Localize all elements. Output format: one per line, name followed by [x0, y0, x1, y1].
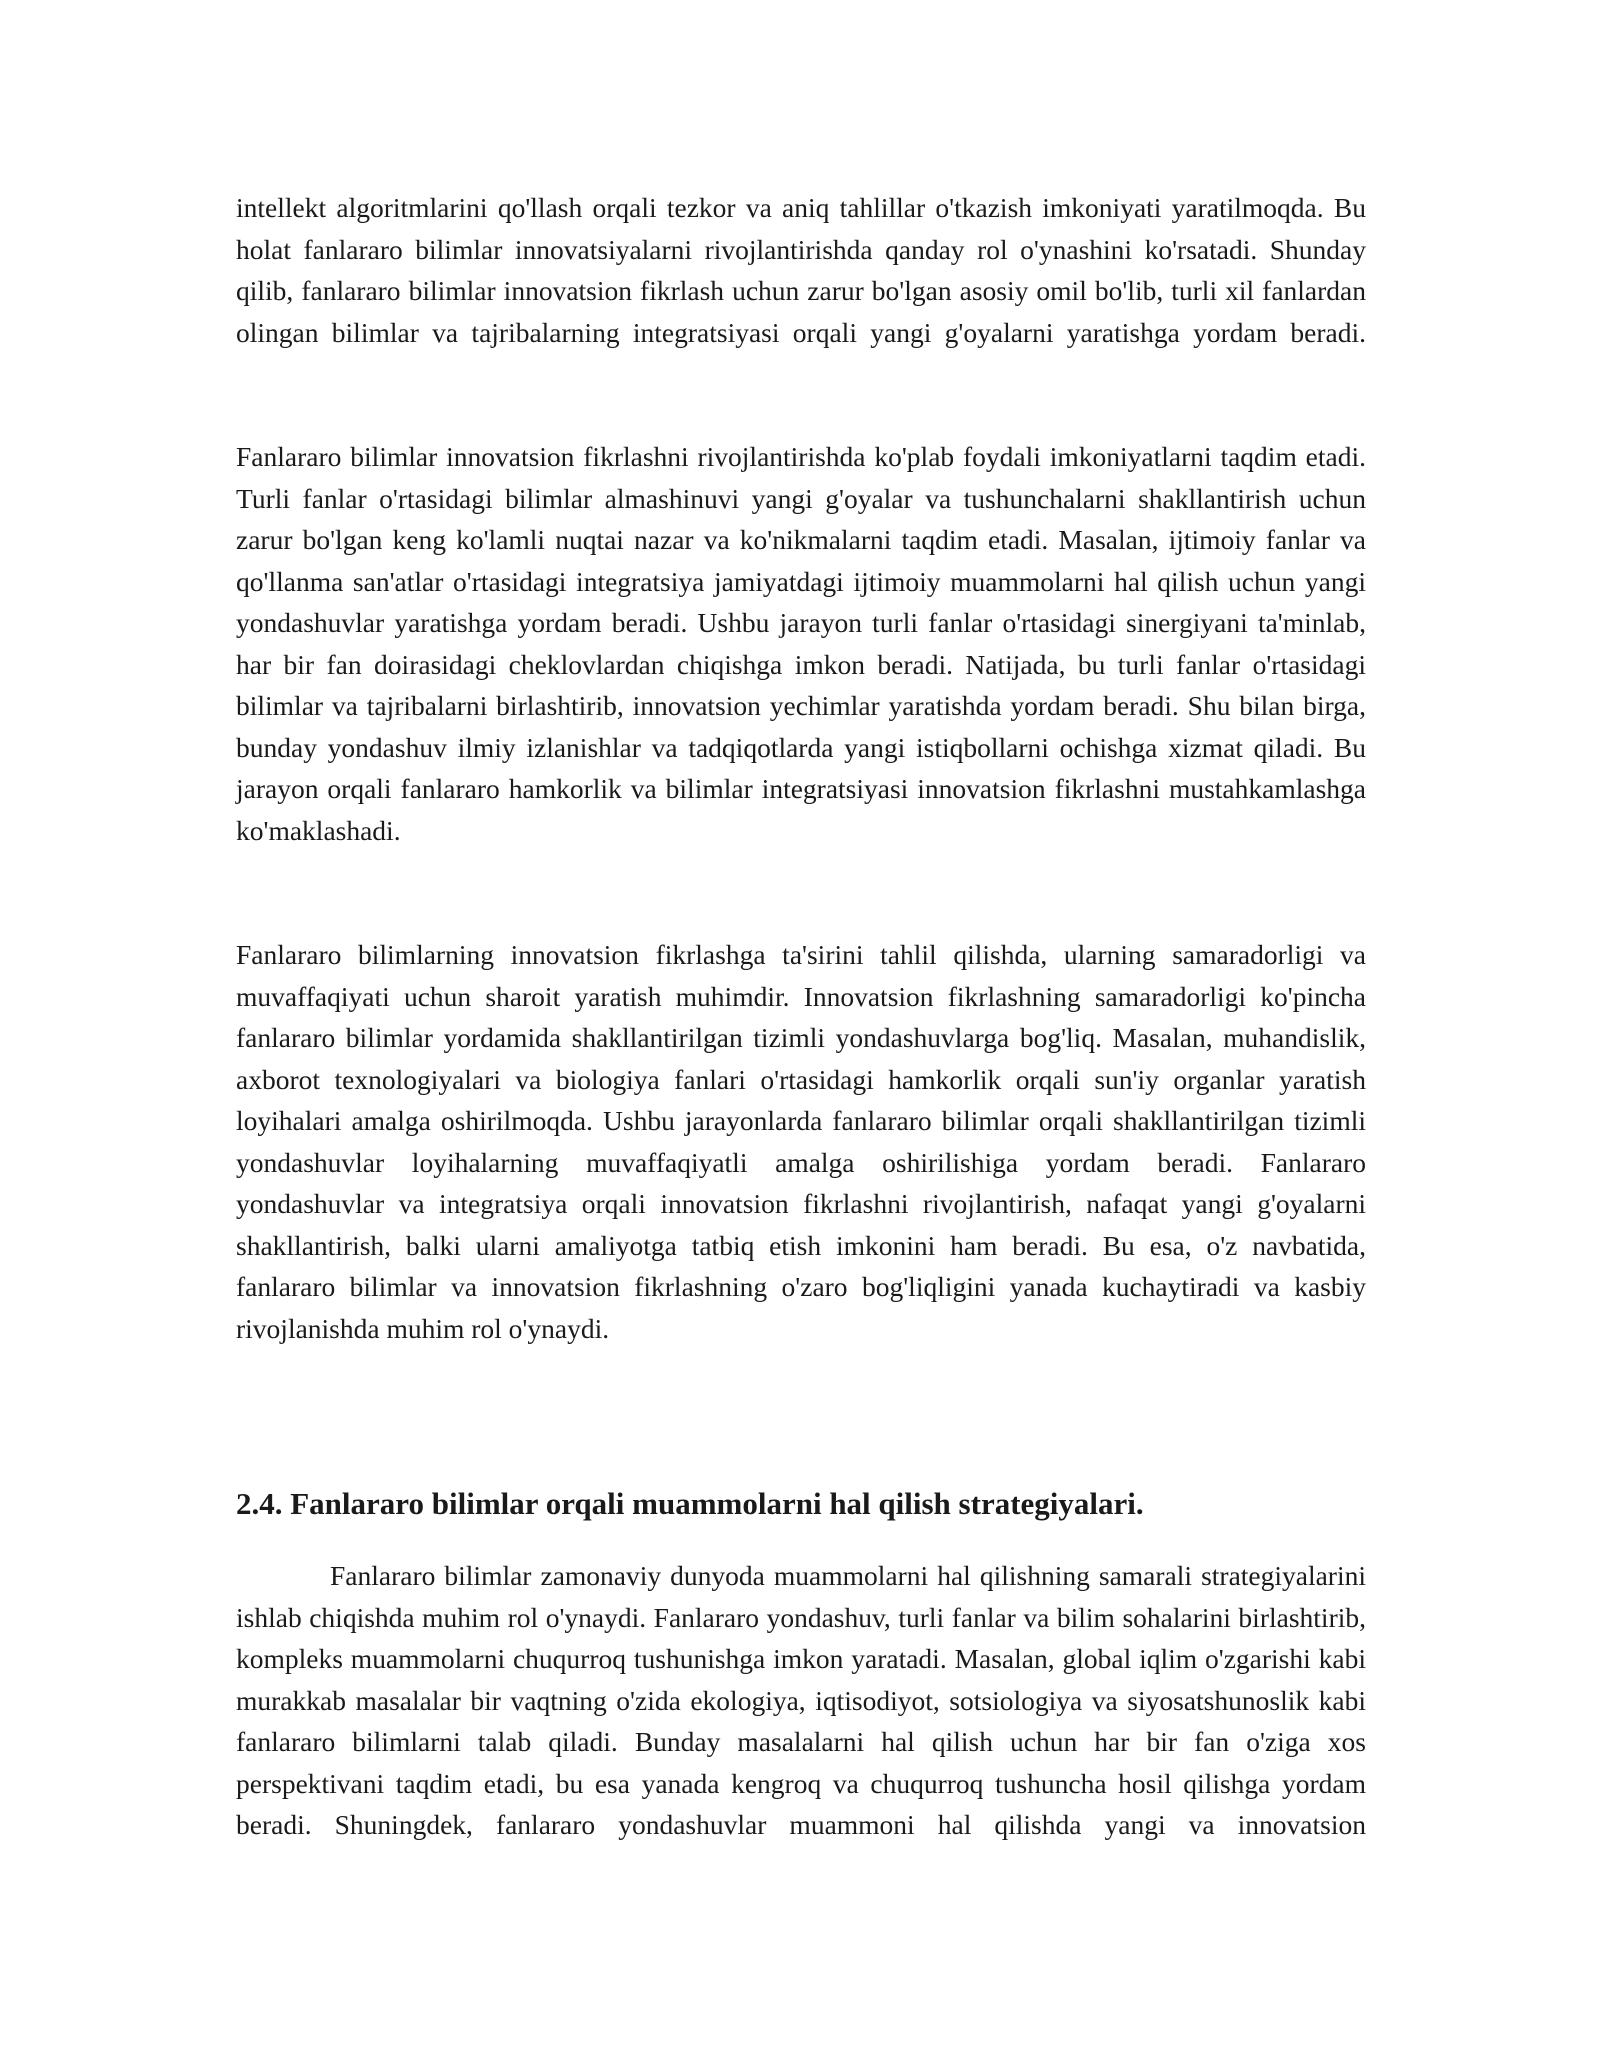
- body-paragraph: intellekt algoritmlarini qo'llash orqali tezkor va aniq tahlillar o'tkazish imkoniyati yaratilmoqda. Bu holat fanlararo bilimlar innovatsiyalarni rivojlantirishda qanday rol o'ynashini ko'rsatadi. Shunday qilib, fanlararo bilimlar innovatsion fikrlash uchun zarur bo'lgan asosiy omil bo'lib, turli xil fanlardan olingan bilimlar va tajribalarning integratsiyasi orqali yangi g'oyalarni yaratishga yordam beradi.: [236, 192, 1366, 348]
- body-paragraph: Fanlararo bilimlar innovatsion fikrlashni rivojlantirishda ko'plab foydali imkoniyatlarni taqdim etadi. Turli fanlar o'rtasidagi bilimlar almashinuvi yangi g'oyalar va tushunchalarni shakllantirish uchun zarur bo'lgan keng ko'lamli nuqtai nazar va ko'nikmalarni taqdim etadi. Masalan, ijtimoiy fanlar va qo'llanma san'atlar o'rtasidagi integratsiya jamiyatdagi ijtimoiy muammolarni hal qilish uchun yangi yondashuvlar yaratishga yordam beradi. Ushbu jarayon turli fanlar o'rtasidagi sinergiyani ta'minlab, har bir fan doirasidagi cheklovlardan chiqishga imkon beradi. Natijada, bu turli fanlar o'rtasidagi bilimlar va tajribalarni birlashtirib, innovatsion yechimlar yaratishda yordam beradi. Shu bilan birga, bunday yondashuv ilmiy izlanishlar va tadqiqotlarda yangi istiqbollarni ochishga xizmat qiladi. Bu jarayon orqali fanlararo hamkorlik va bilimlar integratsiyasi innovatsion fikrlashni mustahkamlashga ko'maklashadi.: [236, 441, 1366, 846]
- section-heading: 2.4. Fanlararo bilimlar orqali muammolarni hal qilish strategiyalari.: [236, 1486, 1144, 1521]
- body-paragraph: Fanlararo bilimlar zamonaviy dunyoda muammolarni hal qilishning samarali strategiyalarini ishlab chiqishda muhim rol o'ynaydi. Fanlararo yondashuv, turli fanlar va bilim sohalarini birlashtirib, kompleks muammolarni chuqurroq tushunishga imkon yaratadi. Masalan, global iqlim o'zgarishi kabi murakkab masalalar bir vaqtning o'zida ekologiya, iqtisodiyot, sotsiologiya va siyosatshunoslik kabi fanlararo bilimlarni talab qiladi. Bunday masalalarni hal qilish uchun har bir fan o'ziga xos perspektivani taqdim etadi, bu esa yanada kengroq va chuqurroq tushuncha hosil qilishga yordam beradi. Shuningdek, fanlararo yondashuvlar muammoni hal qilishda yangi va innovatsion: [236, 1560, 1366, 1840]
- body-paragraph: Fanlararo bilimlarning innovatsion fikrlashga ta'sirini tahlil qilishda, ularning samaradorligi va muvaffaqiyati uchun sharoit yaratish muhimdir. Innovatsion fikrlashning samaradorligi ko'pincha fanlararo bilimlar yordamida shakllantirilgan tizimli yondashuvlarga bog'liq. Masalan, muhandislik, axborot texnologiyalari va biologiya fanlari o'rtasidagi hamkorlik orqali sun'iy organlar yaratish loyihalari amalga oshirilmoqda. Ushbu jarayonlarda fanlararo bilimlar orqali shakllantirilgan tizimli yondashuvlar loyihalarning muvaffaqiyatli amalga oshirilishiga yordam beradi. Fanlararo yondashuvlar va integratsiya orqali innovatsion fikrlashni rivojlantirish, nafaqat yangi g'oyalarni shakllantirish, balki ularni amaliyotga tatbiq etish imkonini ham beradi. Bu esa, o'z navbatida, fanlararo bilimlar va innovatsion fikrlashning o'zaro bog'liqligini yanada kuchaytiradi va kasbiy rivojlanishda muhim rol o'ynaydi.: [236, 939, 1366, 1344]
